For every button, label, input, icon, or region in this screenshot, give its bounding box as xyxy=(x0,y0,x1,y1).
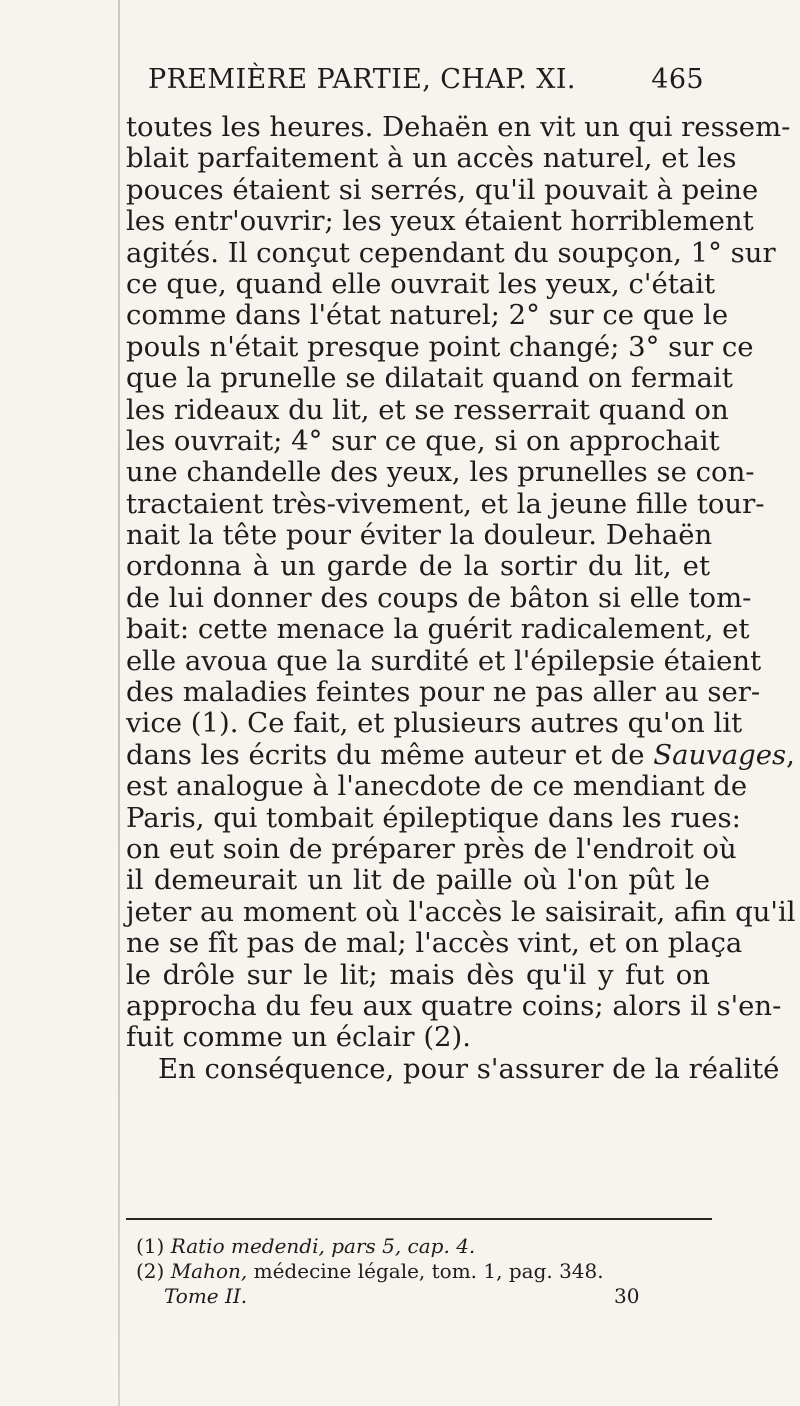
text-line: les rideaux du lit, et se resserrait quand on xyxy=(126,393,729,426)
text-line: toutes les heures. Dehaën en vit un qui ressem- xyxy=(126,111,791,143)
footnote-detail: médecine légale, tom. 1, pag. 348. xyxy=(253,1259,604,1283)
text-line: que la prunelle se dilatait quand on fermait xyxy=(126,362,733,395)
text-line: agités. Il conçut cependant du soupçon, 1° sur xyxy=(126,236,776,269)
sheet-number: 30 xyxy=(614,1284,640,1308)
text-line: bait: cette menace la guérit radicalement, et xyxy=(126,613,750,646)
text-line: il demeurait un lit de paille où l'on pût le xyxy=(126,864,710,897)
footnote-1 xyxy=(136,1234,712,1259)
text-line: les entr'ouvrir; les yeux étaient horriblement xyxy=(126,205,754,238)
text-line: fuit comme un éclair (2). xyxy=(126,1021,472,1054)
binding-shadow xyxy=(118,0,120,1406)
footnote-marker: (1) xyxy=(136,1234,165,1258)
text-line: comme dans l'état naturel; 2° sur ce que le xyxy=(126,299,729,332)
author-name-italic: Sauvages xyxy=(653,738,787,771)
footnote-marker: (2) xyxy=(136,1259,165,1283)
footnote-source: Ratio medendi, pars 5, cap. 4. xyxy=(170,1234,476,1258)
text-line: les ouvrait; 4° sur ce que, si on approchait xyxy=(126,424,720,457)
running-head: PREMIÈRE PARTIE, CHAP. XI. xyxy=(148,64,576,95)
page-number: 465 xyxy=(651,64,704,95)
text-line: approcha du feu aux quatre coins; alors il s'en- xyxy=(126,989,782,1022)
text-line: nait la tête pour éviter la douleur. Dehaën xyxy=(126,519,713,552)
text-line: tractaient très-vivement, et la jeune fille tour- xyxy=(126,487,765,520)
text-line: ordonna à un garde de la sortir du lit, et xyxy=(126,550,710,583)
page-header xyxy=(148,64,704,108)
text-line: on eut soin de préparer près de l'endroit où xyxy=(126,832,737,865)
body-text xyxy=(126,111,796,1085)
text-line: Paris, qui tombait épileptique dans les rues: xyxy=(126,801,741,834)
footnotes xyxy=(136,1234,712,1309)
footnote-rule xyxy=(126,1218,712,1220)
text-line: blait parfaitement à un accès naturel, et les xyxy=(126,142,737,175)
text-line: elle avoua que la surdité et l'épilepsie étaient xyxy=(126,644,762,677)
text-line: est analogue à l'anecdote de ce mendiant de xyxy=(126,770,748,803)
text-line: des maladies feintes pour ne pas aller au ser- xyxy=(126,676,761,709)
tome-label: Tome II. xyxy=(164,1284,248,1308)
text-line: pouls n'était presque point changé; 3° sur ce xyxy=(126,330,754,363)
printer-signature xyxy=(136,1284,712,1309)
text-line: une chandelle des yeux, les prunelles se con- xyxy=(126,456,755,489)
text-line: vice (1). Ce fait, et plusieurs autres qu'on lit xyxy=(126,707,743,740)
text-line: le drôle sur le lit; mais dès qu'il y fut on xyxy=(126,958,710,991)
text-line: dans les écrits du même auteur et de Sauvages, xyxy=(126,738,795,771)
footnote-source: Mahon, xyxy=(170,1259,248,1283)
text-line: En conséquence, pour s'assurer de la réalité xyxy=(158,1052,780,1085)
text-line: de lui donner des coups de bâton si elle tom- xyxy=(126,581,752,614)
text-line: pouces étaient si serrés, qu'il pouvait à peine xyxy=(126,173,759,206)
footnote-2 xyxy=(136,1259,712,1284)
text-line: ne se fît pas de mal; l'accès vint, et on plaça xyxy=(126,927,743,960)
text-line: jeter au moment où l'accès le saisirait, afin qu'il xyxy=(126,895,796,928)
text-line: ce que, quand elle ouvrait les yeux, c'était xyxy=(126,267,716,300)
